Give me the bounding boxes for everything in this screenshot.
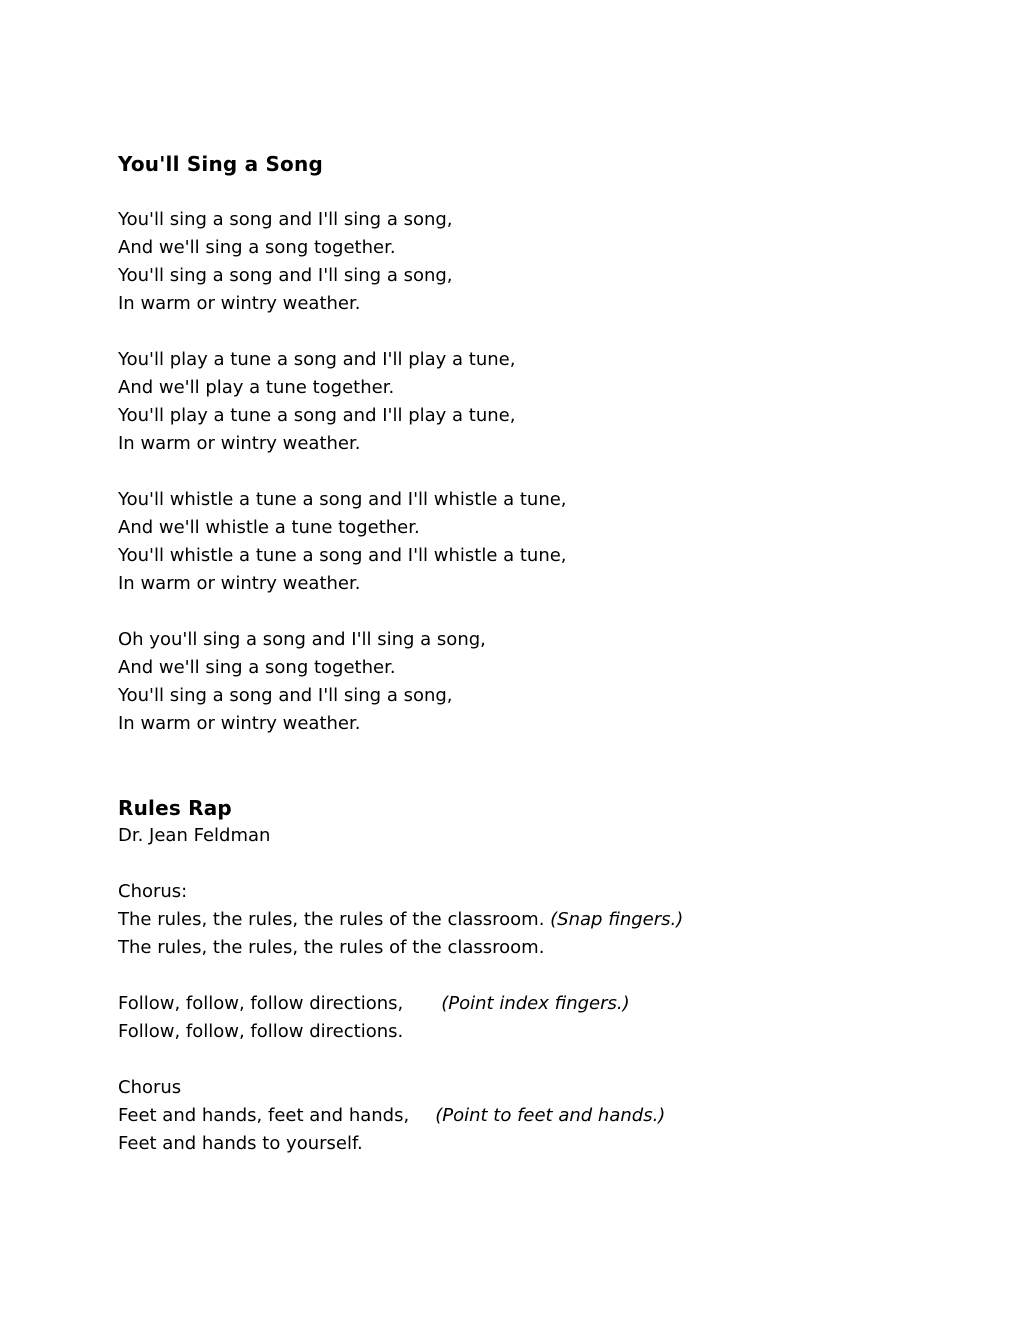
lyric-line: In warm or wintry weather.	[118, 433, 361, 454]
lyric-line: In warm or wintry weather.	[118, 713, 361, 734]
chorus-label: Chorus:	[118, 881, 188, 902]
stanza-3	[118, 486, 938, 598]
song-author: Dr. Jean Feldman	[118, 825, 271, 846]
author-block	[118, 822, 938, 850]
stanza-2	[118, 346, 938, 458]
lyric-line	[118, 990, 938, 1018]
follow-line-1: Follow, follow, follow directions,	[118, 993, 404, 1014]
lyric-line: And we'll sing a song together.	[118, 657, 396, 678]
stanza-4	[118, 626, 938, 738]
lyric-line: You'll whistle a tune a song and I'll whistle a tune,	[118, 545, 567, 566]
lyric-line: You'll sing a song and I'll sing a song,	[118, 685, 453, 706]
lyric-line: You'll play a tune a song and I'll play a tune,	[118, 405, 516, 426]
song-title-youll-sing-a-song: You'll Sing a Song	[118, 152, 323, 176]
chorus-line-1: The rules, the rules, the rules of the classroom.	[118, 909, 545, 930]
lyric-line: You'll sing a song and I'll sing a song,	[118, 265, 453, 286]
lyric-line: And we'll sing a song together.	[118, 237, 396, 258]
feet-block	[118, 1074, 938, 1158]
lyric-line: And we'll whistle a tune together.	[118, 517, 420, 538]
lyric-line: You'll sing a song and I'll sing a song,	[118, 209, 453, 230]
page-content	[118, 150, 938, 1186]
lyric-line: Feet and hands to yourself.	[118, 1133, 363, 1154]
lyric-line: You'll play a tune a song and I'll play a tune,	[118, 349, 516, 370]
stage-direction: (Snap fingers.)	[550, 909, 684, 930]
lyric-line: The rules, the rules, the rules of the classroom.	[118, 937, 545, 958]
lyric-line: And we'll play a tune together.	[118, 377, 395, 398]
stage-direction: (Point index fingers.)	[441, 993, 630, 1014]
lyric-line: Oh you'll sing a song and I'll sing a song,	[118, 629, 486, 650]
chorus-block	[118, 878, 938, 962]
stanza-1	[118, 206, 938, 318]
lyric-line: In warm or wintry weather.	[118, 573, 361, 594]
feet-line-1: Feet and hands, feet and hands,	[118, 1105, 410, 1126]
lyric-line: In warm or wintry weather.	[118, 293, 361, 314]
song-title-rules-rap: Rules Rap	[118, 796, 232, 820]
lyric-line	[118, 906, 938, 934]
stage-direction: (Point to feet and hands.)	[435, 1105, 666, 1126]
lyric-line: You'll whistle a tune a song and I'll whistle a tune,	[118, 489, 567, 510]
follow-block	[118, 990, 938, 1046]
lyric-line	[118, 1102, 938, 1130]
lyric-line: Follow, follow, follow directions.	[118, 1021, 404, 1042]
chorus-label: Chorus	[118, 1077, 182, 1098]
